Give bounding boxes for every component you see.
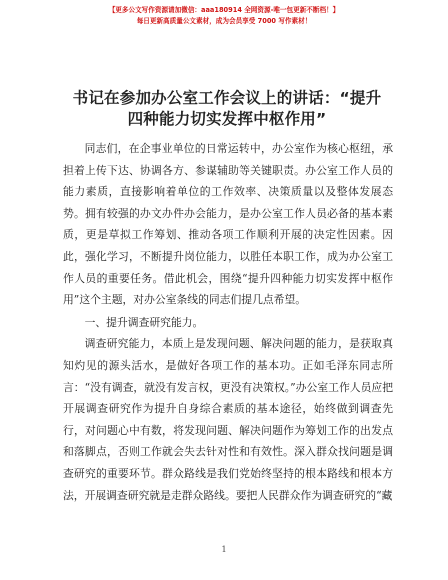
paragraph-intro: 同志们，在企事业单位的日常运转中，办公室作为核心枢纽，承担着上传下达、协调各方、参谋辅助等关键职责。办公室工作人员的能力素质，直接影响着单位的工作效率、决策质量以及整体发展态势。拥有较强的办文办件办会能力，是办公室工作人员必备的基本素质，更是草拟工作筹划、推动各项工作顺利开展的决定性因素。因此，强化学习，不断提升岗位能力，以胜任本职工作，成为办公室工作人员的重要任务。借此机会，围绕“提升四种能力切实发挥中枢作用”这个主题，对办公室条线的同志们提几点希望。 [63,142,393,307]
promo-banner-line-1: 【更多公文写作资源请加微信：aaa180914 全网资源-唯一包更新不断档！】 [108,6,340,14]
page-number: 1 [221,545,227,554]
promo-banner [0,5,448,26]
speech-title: 书记在参加办公室工作会议上的讲话：“提升四种能力切实发挥中枢作用” [72,89,382,128]
promo-banner-line-2: 每日更新高质量公文素材，成为会员享受 7000 写作素材！ [136,17,312,25]
section-heading-1: 一、提升调查研究能力。 [84,315,204,329]
speech-body [63,138,393,506]
paragraph-research: 调查研究能力，本质上是发现问题、解决问题的能力，是获取真知灼见的源头活水，是做好各项工作的基本功。正如毛泽东同志所言：“没有调查，就没有发言权，更没有决策权。”办公室工作人员应把开展调查研究作为提升自身综合素质的基本途径，始终做到调查先行，对问题心中有数，将发现问题、解决问题作为筹划工作的出发点和落脚点，否则工作就会失去针对性和有效性。深入群众找问题是调查研究的重要环节。群众路线是我们党始终坚持的根本路线和根本方法，开展调查研究就是走群众路线。要把人民群众作为调查研究的“藏 [63,337,393,502]
